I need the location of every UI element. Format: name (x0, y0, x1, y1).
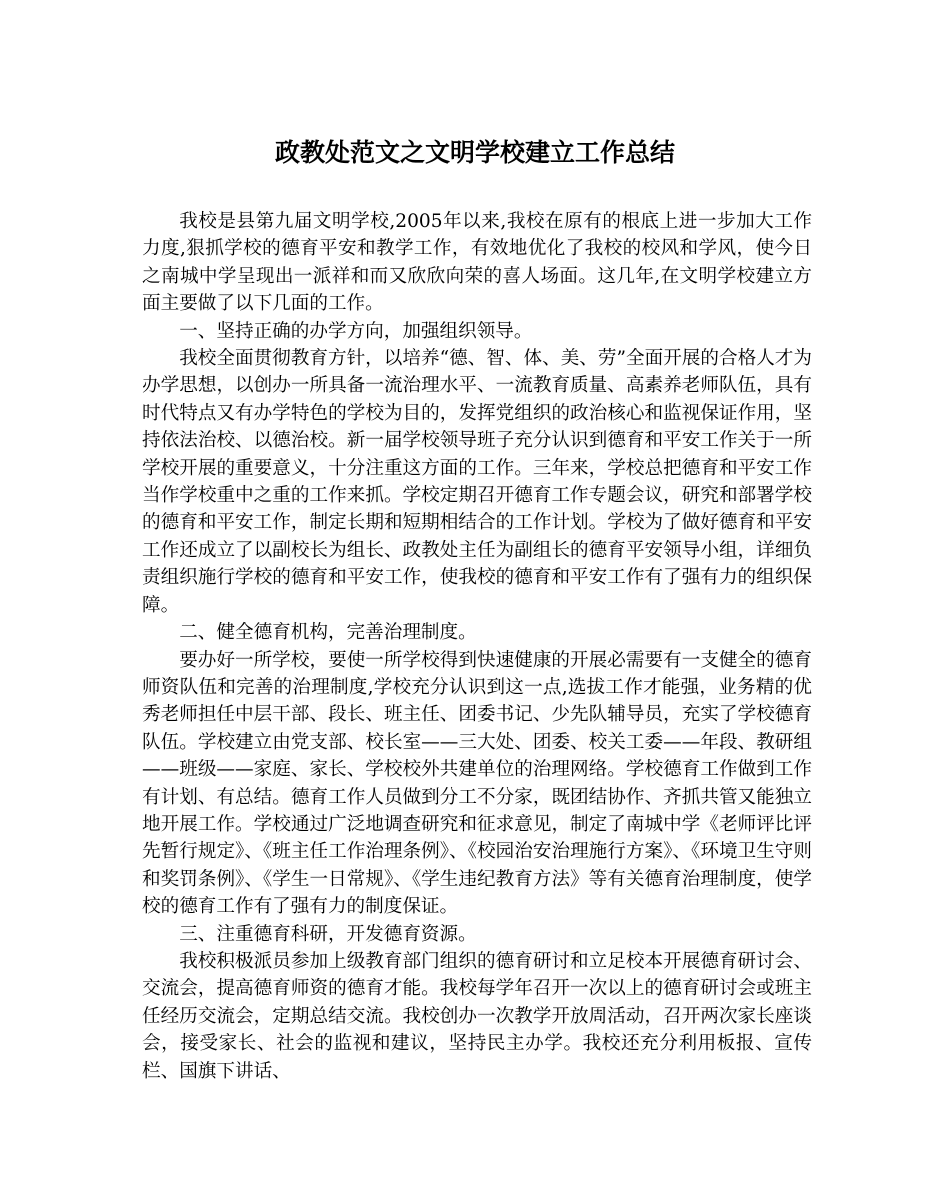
section-heading-1: 一、坚持正确的办学方向，加强组织领导。 (179, 320, 533, 342)
paragraph-section-2: 要办好一所学校，要使一所学校得到快速健康的开展必需要有一支健全的德育师资队伍和完善的治理制度,学校充分认识到这一点,选拔工作才能强，业务精的优秀老师担任中层干部、段长、班主任、团委书记、少先队辅导员，充实了学校德育队伍。学校建立由党支部、校长室——三大处、团委、校关工委——年段、教研组——班级——家庭、家长、学校校外共建单位的治理网络。学校德育工作做到工作有计划、有总结。德育工作人员做到分工不分家，既团结协作、齐抓共管又能独立地开展工作。学校通过广泛地调查研究和征求意见，制定了南城中学《老师评比评先暂行规定》、《班主任工作治理条例》、《校园治安治理施行方案》、《环境卫生守则和奖罚条例》、《学生一日常规》、《学生违纪教育方法》等有关德育治理制度，使学校的德育工作有了强有力的制度保证。 (142, 649, 812, 918)
section-heading-2: 二、健全德育机构，完善治理制度。 (179, 622, 477, 644)
section-heading-3: 三、注重德育科研，开发德育资源。 (179, 923, 477, 945)
paragraph-intro: 我校是县第九届文明学校,2005年以来,我校在原有的根底上进一步加大工作力度,狠抓学校的德育平安和教学工作，有效地优化了我校的校风和学风，使今日之南城中学呈现出一派祥和而又欣欣向荣的喜人场面。这几年,在文明学校建立方面主要做了以下几面的工作。 (142, 211, 812, 315)
paragraph-section-1: 我校全面贯彻教育方针，以培养“德、智、体、美、劳”全面开展的合格人才为办学思想，以创办一所具备一流治理水平、一流教育质量、高素养老师队伍，具有时代特点又有办学特色的学校为目的，发挥党组织的政治核心和监视保证作用，坚持依法治校、以德治校。新一届学校领导班子充分认识到德育和平安工作关于一所学校开展的重要意义，十分注重这方面的工作。三年来，学校总把德育和平安工作当作学校重中之重的工作来抓。学校定期召开德育工作专题会议，研究和部署学校的德育和平安工作，制定长期和短期相结合的工作计划。学校为了做好德育和平安工作还成立了以副校长为组长、政教处主任为副组长的德育平安领导小组，详细负责组织施行学校的德育和平安工作，使我校的德育和平安工作有了强有力的组织保障。 (142, 348, 812, 616)
document-body (142, 208, 812, 1085)
document-title: 政教处范文之文明学校建立工作总结 (274, 138, 675, 167)
paragraph-section-3: 我校积极派员参加上级教育部门组织的德育研讨和立足校本开展德育研讨会、交流会，提高德育师资的德育才能。我校每学年召开一次以上的德育研讨会或班主任经历交流会，定期总结交流。我校创办一次教学开放周活动，召开两次家长座谈会，接受家长、社会的监视和建议，坚持民主办学。我校还充分利用板报、宣传栏、国旗下讲话、 (142, 950, 812, 1082)
